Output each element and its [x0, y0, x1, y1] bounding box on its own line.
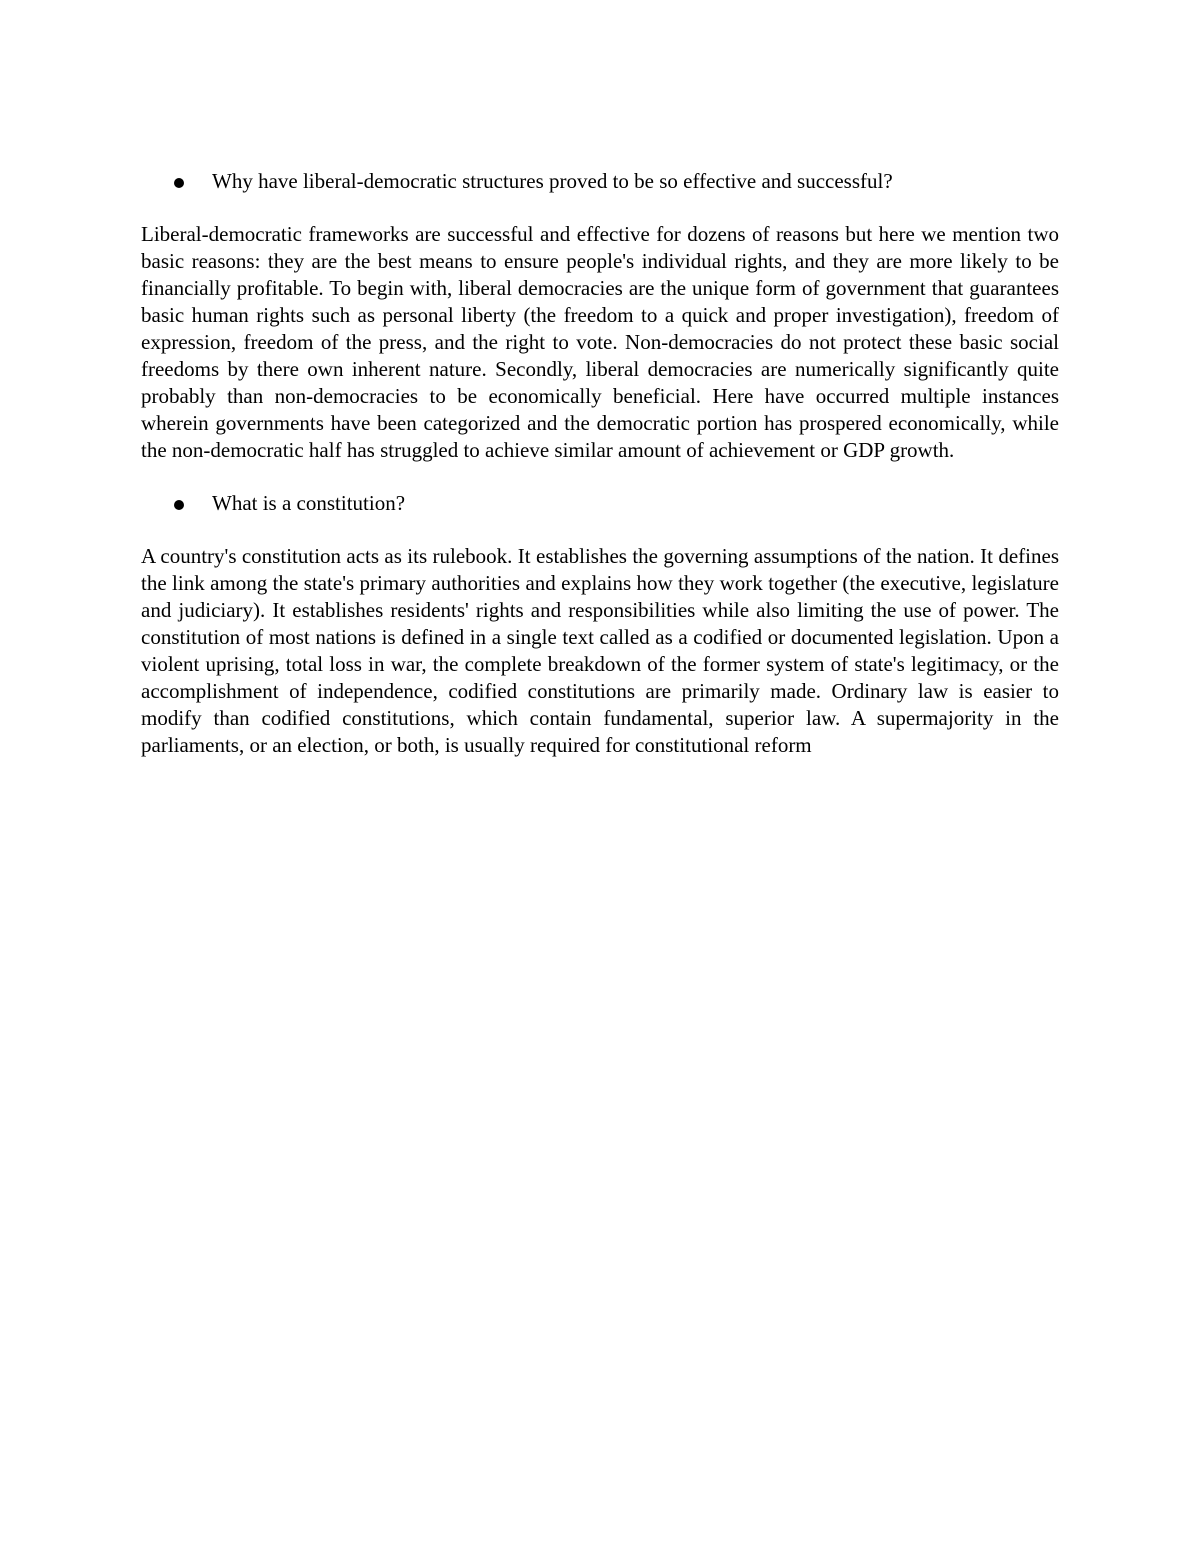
bullet-dot-icon: [174, 178, 184, 188]
document-page: [141, 168, 1059, 785]
question-text-2: What is a constitution?: [212, 491, 406, 515]
question-text-1: Why have liberal-democratic structures proved to be so effective and successful?: [212, 169, 893, 193]
bullet-dot-icon: [174, 500, 184, 510]
answer-paragraph-1: Liberal-democratic frameworks are successful and effective for dozens of reasons but here we mention two basic reasons: they are the best means to ensure people's individual rights, and they are more likely to be financially profitable. To begin with, liberal democracies are the unique form of government that guarantees basic human rights such as personal liberty (the freedom to a quick and proper investigation), freedom of expression, freedom of the press, and the right to vote. Non-democracies do not protect these basic social freedoms by there own inherent nature. Secondly, liberal democracies are numerically significantly quite probably than non-democracies to be economically beneficial. Here have occurred multiple instances wherein governments have been categorized and the democratic portion has prospered economically, while the non-democratic half has struggled to achieve similar amount of achievement or GDP growth.: [141, 222, 1059, 462]
question-bullet-1: [141, 168, 1059, 195]
question-bullet-2: [141, 490, 1059, 517]
answer-paragraph-2: A country's constitution acts as its rulebook. It establishes the governing assumptions of the nation. It defines the link among the state's primary authorities and explains how they work together (the executive, legislature and judiciary). It establishes residents' rights and responsibilities while also limiting the use of power. The constitution of most nations is defined in a single text called as a codified or documented legislation. Upon a violent uprising, total loss in war, the complete breakdown of the former system of state's legitimacy, or the accomplishment of independence, codified constitutions are primarily made. Ordinary law is easier to modify than codified constitutions, which contain fundamental, superior law. A supermajority in the parliaments, or an election, or both, is usually required for constitutional reform: [141, 544, 1059, 757]
